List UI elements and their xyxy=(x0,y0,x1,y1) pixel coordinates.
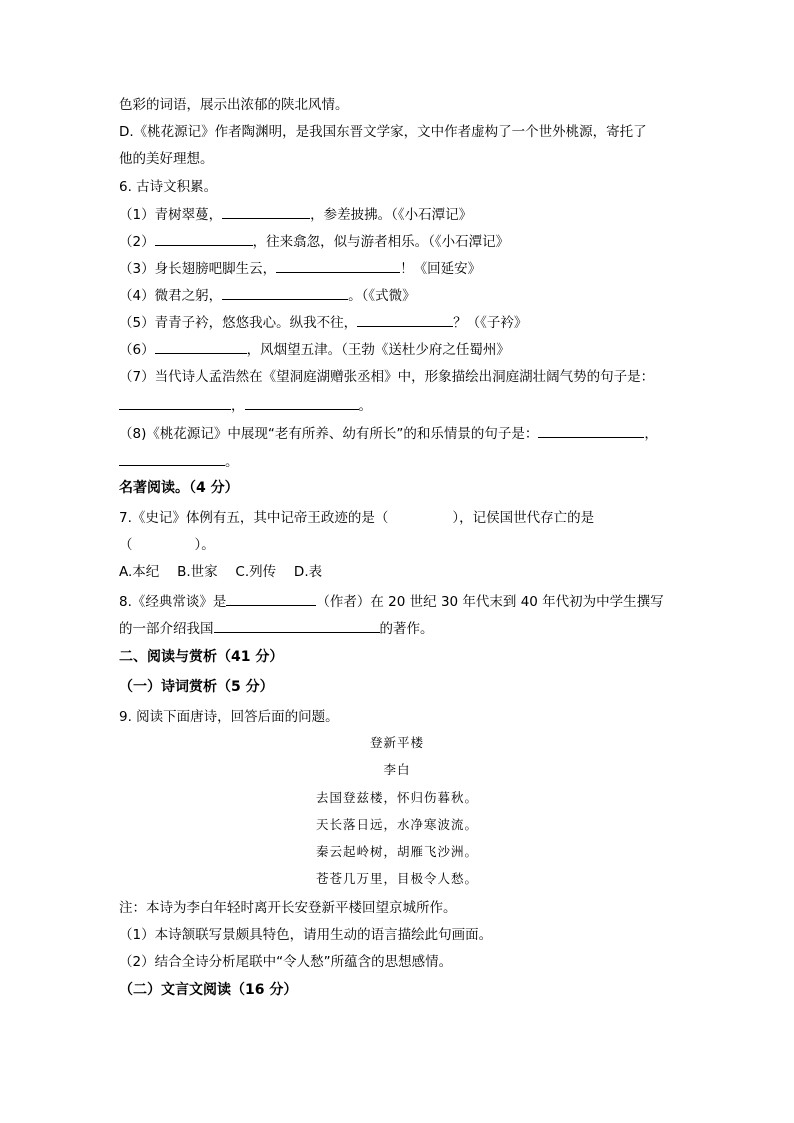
answer-blank[interactable] xyxy=(214,618,380,633)
text: 8.《经典常谈》是 xyxy=(119,594,227,610)
text: 。（《式微》 xyxy=(348,288,416,304)
answer-blank[interactable] xyxy=(357,312,453,327)
answer-blank[interactable] xyxy=(222,204,310,219)
text: （5）青青子衿，悠悠我心。纵我不往， xyxy=(119,315,358,331)
text: ， xyxy=(231,398,245,414)
text: 7.《史记》体例有五，其中记帝王政迹的是（ xyxy=(119,510,389,526)
text: ！《回延安》 xyxy=(400,261,482,277)
question-9: 9. 阅读下面唐诗，回答后面的问题。 xyxy=(119,709,339,725)
text: 。 xyxy=(358,398,372,414)
answer-blank[interactable] xyxy=(245,395,359,410)
poem-line: 天长落日远，水净寒波流。 xyxy=(315,817,478,832)
poem-line: 去国登兹楼，怀归伤暮秋。 xyxy=(315,790,478,805)
question-6-3 xyxy=(119,258,481,279)
option-d: D.《桃花源记》作者陶渊明，是我国东晋文学家，文中作者虚构了一个世外桃源，寄托了 xyxy=(119,124,647,140)
question-6-title: 6. 古诗文积累。 xyxy=(119,179,218,195)
poem-note: 注：本诗为李白年轻时离开长安登新平楼回望京城所作。 xyxy=(119,900,457,916)
answer-blank[interactable] xyxy=(538,423,644,438)
text: ，参差披拂。（《小石潭记》 xyxy=(310,207,473,223)
poem-line: 苍苍几万里，目极令人愁。 xyxy=(315,871,478,886)
question-9-2: （2）结合全诗分析尾联中“令人愁”所蕴含的思想感情。 xyxy=(119,954,453,970)
poem-line: 秦云起岭树，胡雁飞沙洲。 xyxy=(315,844,478,859)
text: （2） xyxy=(119,234,155,250)
text: （3）身长翅膀吧脚生云， xyxy=(119,261,277,277)
question-7-options: A.本纪 B.世家 C.列传 D.表 xyxy=(119,564,323,580)
question-7 xyxy=(119,508,594,528)
text-line: 色彩的词语，展示出浓郁的陕北风情。 xyxy=(119,97,349,113)
section-heading-2: 二、阅读与赏析（41 分） xyxy=(119,649,284,665)
question-6-5 xyxy=(119,312,527,333)
question-6-4 xyxy=(119,285,416,306)
question-8-cont xyxy=(119,618,434,639)
text: ），记侯国世代存亡的是 xyxy=(452,510,595,526)
section-heading-classics: 名著阅读。（4 分） xyxy=(119,480,239,496)
text: ，往来翕忽，似与游者相乐。（《小石潭记》 xyxy=(252,234,510,250)
answer-blank[interactable] xyxy=(276,258,400,273)
text-line: 他的美好理想。 xyxy=(119,151,214,167)
poem-title: 登新平楼 xyxy=(369,735,424,750)
question-6-6 xyxy=(119,339,510,360)
question-6-8 xyxy=(119,423,658,444)
question-8 xyxy=(119,591,664,612)
text: （4）微君之躬， xyxy=(119,288,223,304)
text: 的著作。 xyxy=(379,621,434,637)
answer-blank[interactable] xyxy=(155,231,253,246)
text: （作者）在 20 世纪 30 年代末到 40 年代初为中学生撰写 xyxy=(316,594,664,610)
question-7-cont xyxy=(119,535,215,555)
text: （ xyxy=(119,537,133,553)
question-6-1 xyxy=(119,204,472,225)
text: 。 xyxy=(225,454,239,470)
text: （1）青树翠蔓， xyxy=(119,207,223,223)
section-heading-2-2: （二）文言文阅读（16 分） xyxy=(119,982,298,998)
text: 的一部介绍我国 xyxy=(119,621,214,637)
question-6-2 xyxy=(119,231,509,252)
answer-blank[interactable] xyxy=(155,339,247,354)
text: （6） xyxy=(119,342,155,358)
question-6-7-blanks xyxy=(119,395,372,416)
poem-author: 李白 xyxy=(383,762,411,777)
text: ，风烟望五津。（王勃《送杜少府之任蜀州》 xyxy=(246,342,510,358)
text: ？（《子衿》 xyxy=(453,315,528,331)
answer-blank[interactable] xyxy=(222,285,348,300)
answer-blank[interactable] xyxy=(119,395,231,410)
text: （8)《桃花源记》中展现“老有所养、幼有所长”的和乐情景的句子是： xyxy=(119,426,539,442)
text: ， xyxy=(644,426,658,442)
answer-blank[interactable] xyxy=(226,591,316,606)
question-6-7: （7）当代诗人孟浩然在《望洞庭湖赠张丞相》中，形象描绘出洞庭湖壮阔气势的句子是： xyxy=(119,369,655,385)
text: ）。 xyxy=(194,537,215,553)
section-heading-2-1: （一）诗词赏析（5 分） xyxy=(119,679,274,695)
question-6-8-blank xyxy=(119,451,239,472)
answer-blank[interactable] xyxy=(119,451,225,466)
question-9-1: （1）本诗颔联写景颇具特色，请用生动的语言描绘此句画面。 xyxy=(119,927,493,943)
